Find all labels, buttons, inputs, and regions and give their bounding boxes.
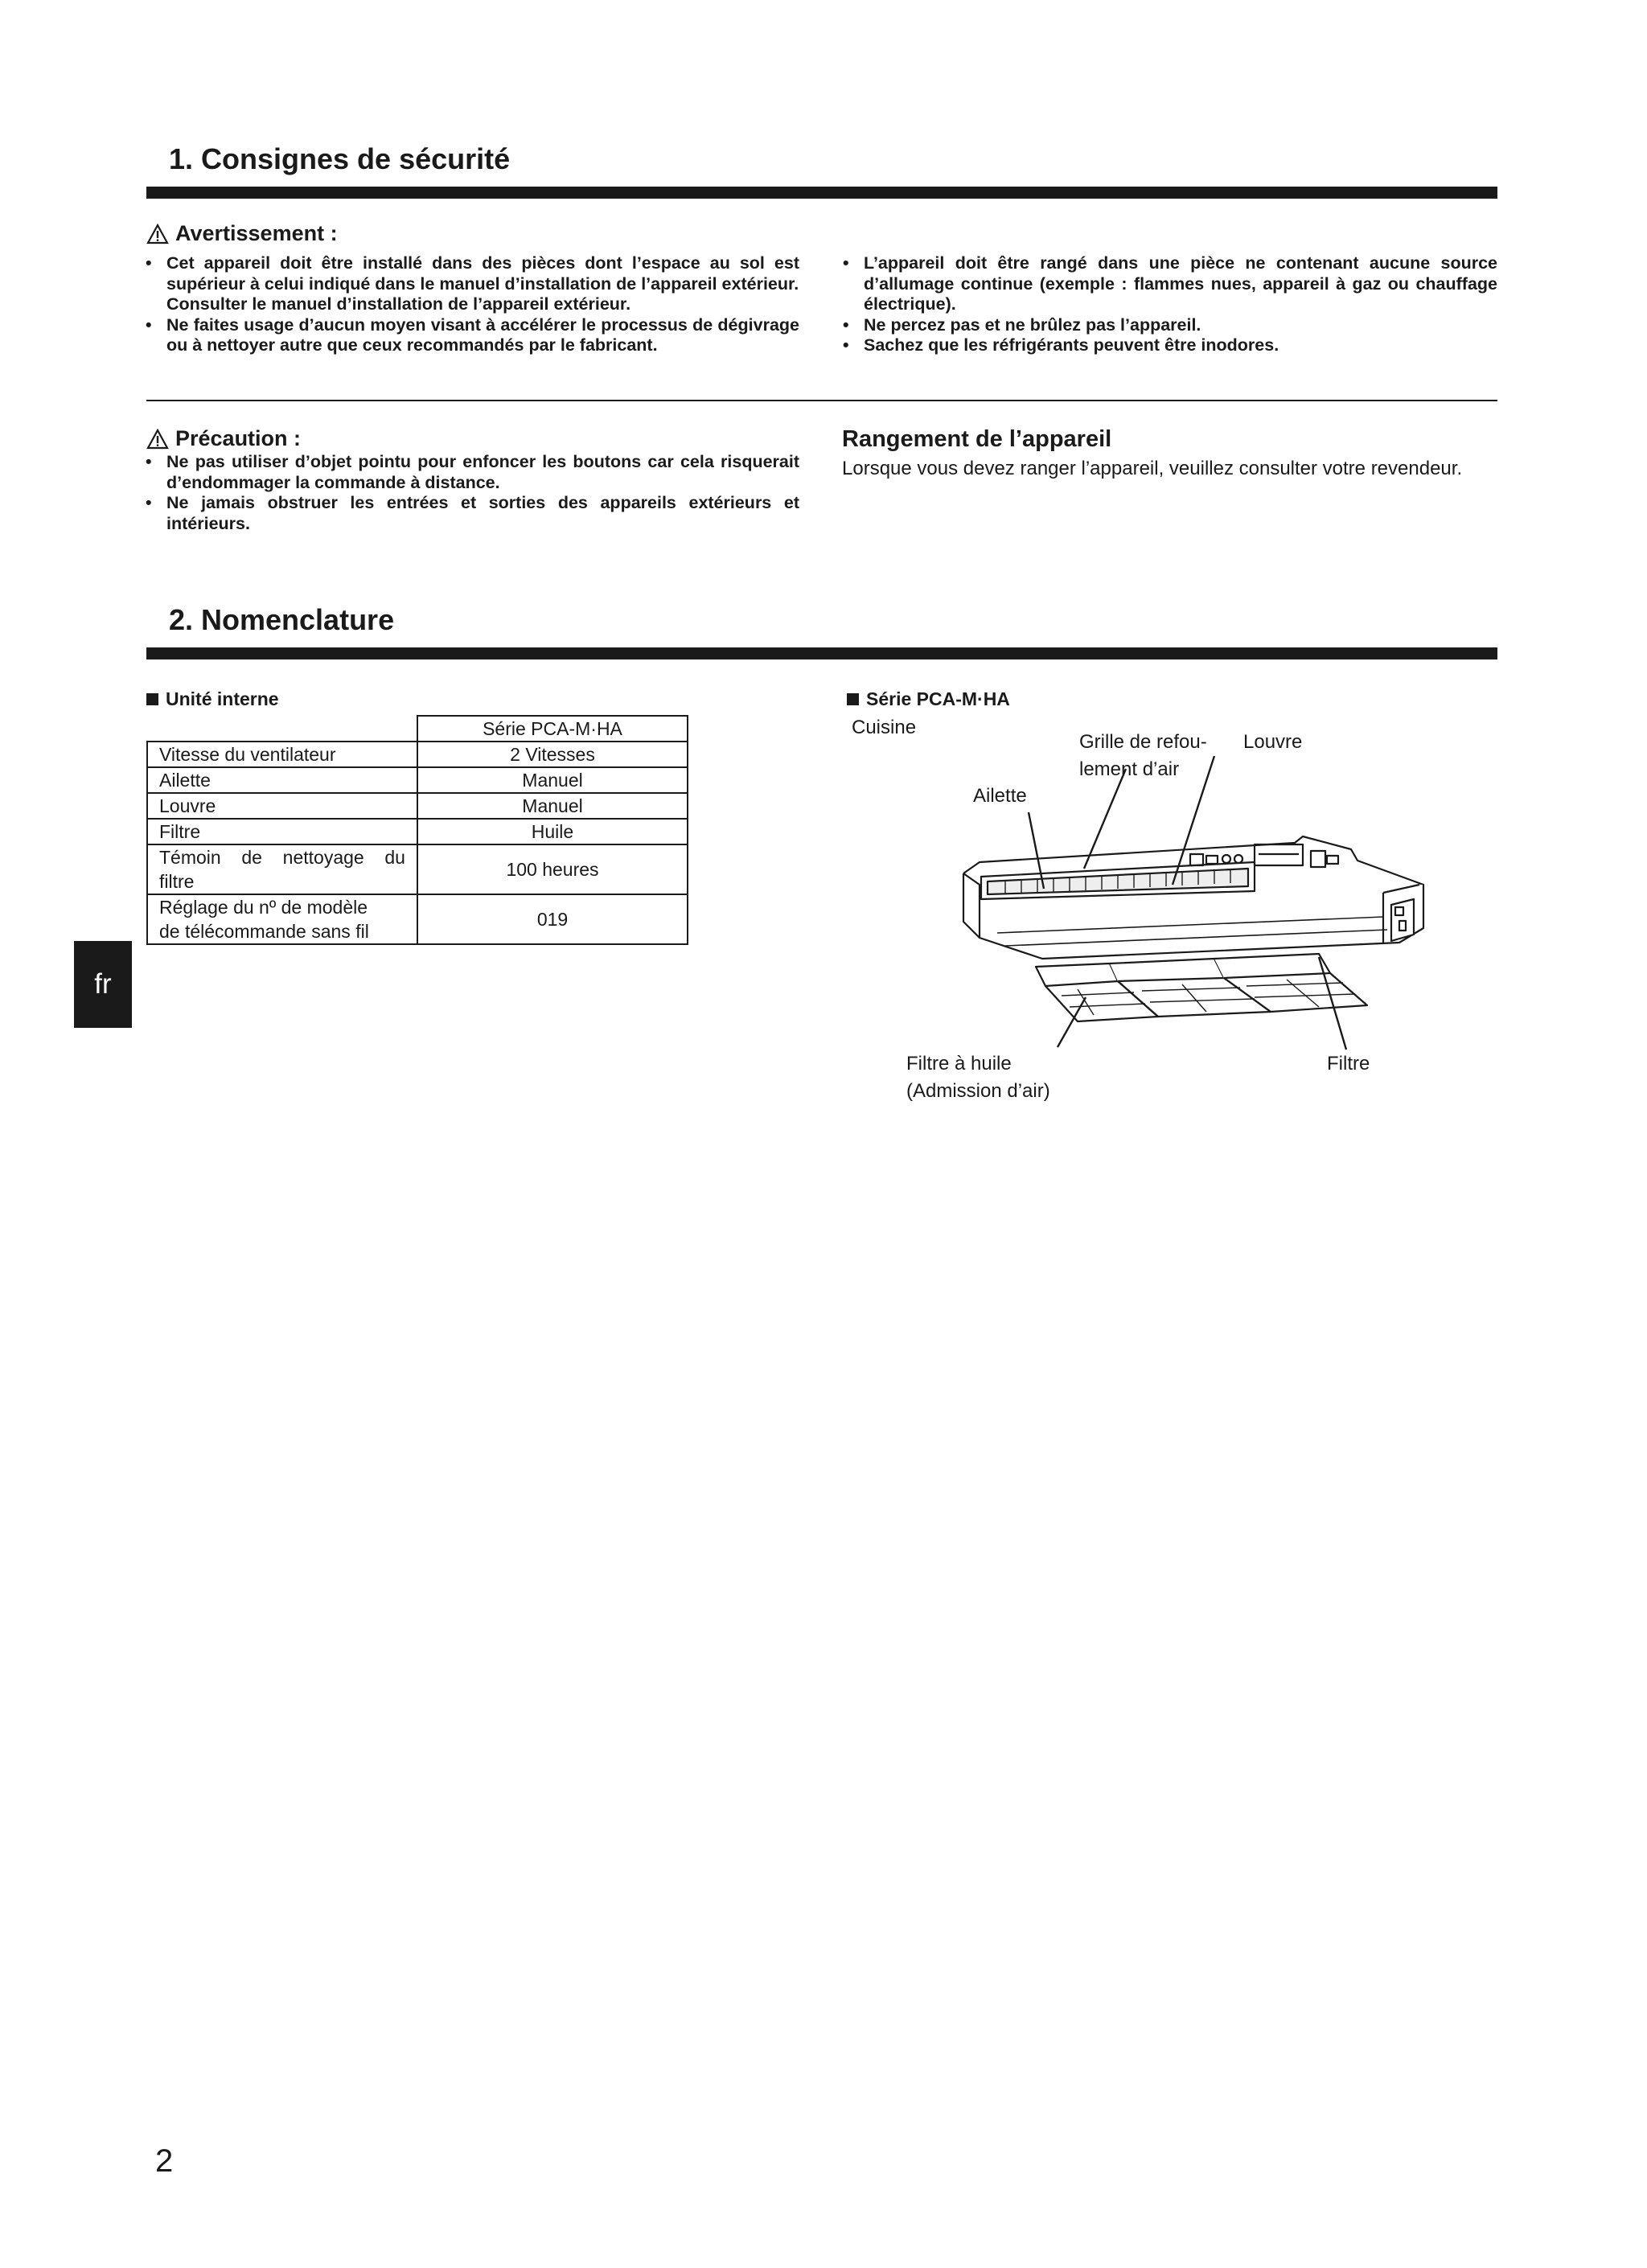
list-item: • Ne pas utiliser d’objet pointu pour enfoncer les boutons car cela risquerait d’endommager la commande à distance. (145, 452, 799, 493)
list-item: • L’appareil doit être rangé dans une pièce ne contenant aucune source d’allumage continue (exemple : flammes nues, appareil à gaz ou chauffage électrique). (842, 253, 1497, 315)
warning-note: Consulter le manuel d’installation de l’appareil extérieur. (166, 294, 631, 314)
list-item: • Ne faites usage d’aucun moyen visant à accélérer le processus de dégivrage ou à nettoyer autre que ceux recommandés par le fabricant. (145, 315, 799, 356)
label-louvre: Louvre (1243, 731, 1303, 753)
label-filtre-huile: Filtre à huile (Admission d’air) (906, 1053, 1050, 1102)
language-tab: fr (74, 941, 132, 1028)
caution-heading-label: Précaution : (175, 426, 302, 450)
list-item: • Ne percez pas et ne brûlez pas l’appareil. (842, 315, 1497, 336)
page-number: 2 (155, 2143, 174, 2179)
table-value: 100 heures (417, 844, 688, 894)
table-label: Filtre (147, 819, 417, 844)
label-grille: Grille de refou- lement d’air (1079, 731, 1207, 780)
caution-triangle-icon (146, 429, 169, 450)
section-2-rule (146, 647, 1497, 659)
section-1-rule (146, 187, 1497, 199)
indoor-unit-table (146, 715, 688, 945)
table-value: Manuel (417, 793, 688, 819)
square-bullet-icon (847, 693, 859, 705)
section-1-divider (146, 400, 1497, 401)
table-row (147, 742, 688, 767)
table-label: Réglage du nº de modèle de télécommande sans fil (147, 894, 417, 944)
table-label: Témoin de nettoyage du filtre (147, 844, 417, 894)
list-item: • Sachez que les réfrigérants peuvent être inodores. (842, 335, 1497, 356)
label-ailette: Ailette (973, 785, 1027, 807)
warning-heading-label: Avertissement : (175, 221, 338, 245)
table-label: Ailette (147, 767, 417, 793)
section-2-title: 2. Nomenclature (169, 603, 395, 636)
table-row (147, 819, 688, 844)
table-value: 2 Vitesses (417, 742, 688, 767)
table-corner (147, 716, 417, 742)
table-value: Manuel (417, 767, 688, 793)
warning-triangle-icon (146, 224, 169, 244)
series-subheading: Cuisine (852, 717, 917, 738)
list-item: • Ne jamais obstruer les entrées et sorties des appareils extérieurs et intérieurs. (145, 493, 799, 534)
table-row (147, 894, 688, 944)
unit-illustration (949, 756, 1431, 1062)
table-label: Vitesse du ventilateur (147, 742, 417, 767)
storage-heading: Rangement de l’appareil (842, 426, 1112, 452)
table-label: Louvre (147, 793, 417, 819)
warning-list-right (842, 253, 1497, 356)
storage-text: Lorsque vous devez ranger l’appareil, veuillez consulter votre revendeur. (842, 458, 1463, 479)
table-row (147, 844, 688, 894)
indoor-unit-heading: Unité interne (146, 688, 279, 710)
section-1-title: 1. Consignes de sécurité (169, 142, 511, 175)
table-header-row (147, 716, 688, 742)
table-row (147, 793, 688, 819)
table-column-header: Série PCA-M·HA (417, 716, 688, 742)
square-bullet-icon (146, 693, 158, 705)
table-row (147, 767, 688, 793)
label-filtre: Filtre (1327, 1053, 1370, 1074)
warning-heading (146, 221, 338, 246)
series-heading: Série PCA-M·HA (847, 688, 1010, 710)
table-value: Huile (417, 819, 688, 844)
list-item: • Cet appareil doit être installé dans des pièces dont l’espace au sol est supérieur à celui indiqué dans le manuel d’installation de l’appareil extérieur. Consulter le manuel d’installation de l’appareil extérieur. (145, 253, 799, 315)
warning-list-left (145, 253, 799, 356)
table-value: 019 (417, 894, 688, 944)
caution-list (145, 452, 799, 534)
caution-heading (146, 426, 301, 451)
